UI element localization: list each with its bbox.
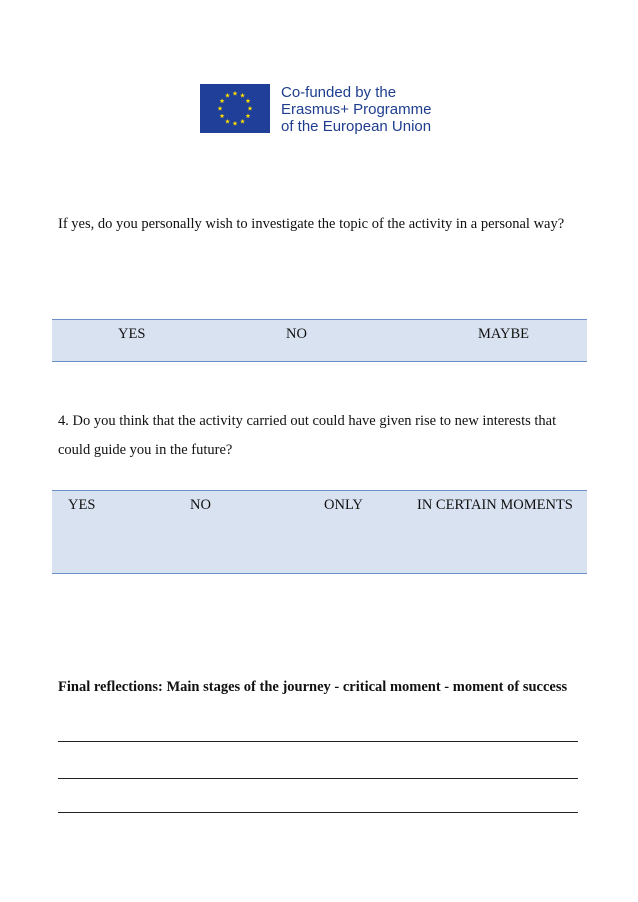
eu-flag-icon: [200, 84, 270, 133]
question-prev-options: [52, 319, 587, 362]
question-prev-text: If yes, do you personally wish to investigate the topic of the activity in a personal way?: [58, 216, 565, 232]
final-reflections-heading: Final reflections: Main stages of the journey - critical moment - moment of success: [58, 679, 568, 695]
logo-line-2: Erasmus+ Programme: [281, 101, 432, 118]
question-4-text: 4. Do you think that the activity carried out could have given rise to new interests that could guide you in the future?: [58, 413, 557, 458]
eu-star-icon: [246, 98, 251, 103]
erasmus-logo: [200, 84, 440, 136]
eu-star-icon: [225, 93, 230, 98]
option-no[interactable]: NO: [190, 497, 211, 513]
eu-star-icon: [246, 113, 251, 118]
eu-star-icon: [225, 119, 230, 124]
option-in-certain-moments[interactable]: IN CERTAIN MOMENTS: [417, 497, 573, 513]
logo-line-1: Co-funded by the: [281, 84, 397, 101]
option-maybe[interactable]: MAYBE: [478, 326, 530, 342]
option-only[interactable]: ONLY: [324, 497, 363, 513]
eu-star-icon: [248, 106, 253, 111]
answer-line-1[interactable]: [58, 741, 578, 742]
logo-caption: [281, 84, 451, 135]
eu-stars: [200, 84, 270, 133]
eu-star-icon: [233, 91, 238, 96]
eu-star-icon: [233, 121, 238, 126]
answer-line-3[interactable]: [58, 812, 578, 813]
option-yes[interactable]: YES: [68, 497, 96, 513]
eu-star-icon: [220, 113, 225, 118]
eu-star-icon: [240, 93, 245, 98]
eu-star-icon: [240, 119, 245, 124]
question-4-options: [52, 490, 587, 574]
option-yes[interactable]: YES: [118, 326, 146, 342]
answer-line-2[interactable]: [58, 778, 578, 779]
logo-line-3: of the European Union: [281, 118, 432, 135]
eu-star-icon: [220, 98, 225, 103]
eu-star-icon: [218, 106, 223, 111]
option-no[interactable]: NO: [286, 326, 307, 342]
